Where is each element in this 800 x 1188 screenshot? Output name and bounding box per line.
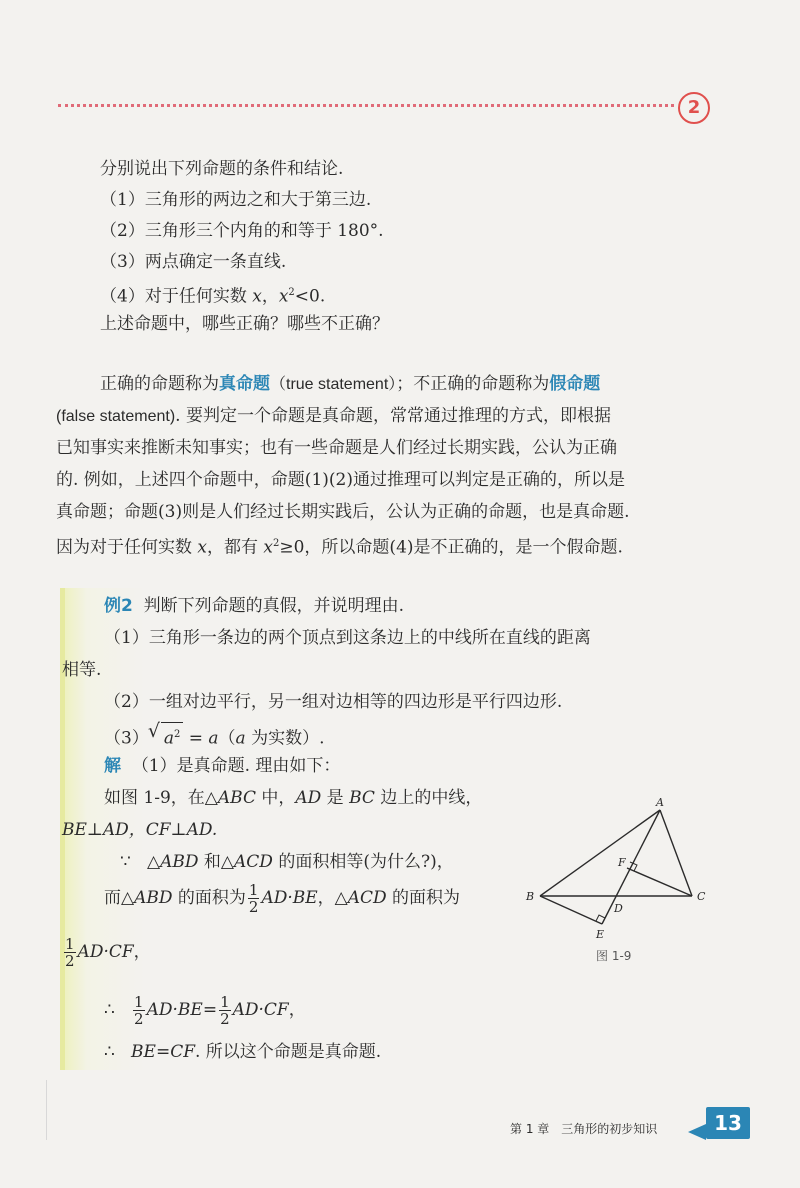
text: . 要判定一个命题是真命题，常常通过推理的方式，即根据 — [175, 406, 611, 426]
var-x: x — [252, 286, 262, 307]
example-title: 判断下列命题的真假，并说明理由. — [143, 596, 405, 616]
example-item-3 — [104, 722, 325, 751]
text: 的面积为 — [172, 888, 246, 908]
item-text: 对于任何实数 — [144, 286, 253, 307]
math: ABC — [217, 788, 256, 808]
paragraph-line-3: 已知事实来推断未知事实；也有一些命题是人们经过长期实践，公认为正确 — [56, 438, 617, 458]
side-ab — [540, 810, 660, 896]
example-label: 例2 — [104, 596, 133, 616]
math: BE=CF — [131, 1042, 195, 1062]
label-a: A — [656, 796, 664, 809]
text: ，△ — [317, 888, 348, 908]
math: ACD — [234, 852, 273, 872]
term-false-statement: 假命题 — [549, 374, 601, 394]
numerator: 1 — [248, 881, 259, 899]
therefore-symbol: ∴ — [104, 1042, 115, 1062]
solution-line-8 — [104, 1040, 381, 1064]
paragraph-line-1 — [100, 372, 600, 397]
text: . 所以这个命题是真命题. — [195, 1042, 382, 1062]
var-a: a — [208, 728, 219, 749]
exercise-item-3 — [100, 250, 286, 274]
example-item-2: （2）一组对边平行，另一组对边相等的四边形是平行四边形. — [104, 692, 563, 712]
text: 和△ — [198, 852, 235, 872]
denominator: 2 — [220, 1010, 230, 1028]
exponent: 2 — [173, 729, 181, 740]
solution-line-2 — [104, 786, 482, 810]
label-c: C — [697, 890, 706, 903]
var-x: x — [197, 537, 207, 558]
paragraph-line-4: 的. 例如，上述四个命题中，命题(1)(2)通过推理可以判定是正确的，所以是 — [56, 470, 625, 490]
math: AD·BE — [261, 888, 318, 908]
denominator: 2 — [134, 1010, 144, 1028]
item-number: （3） — [104, 728, 149, 749]
text: ， — [288, 1000, 306, 1020]
comma: ， — [261, 286, 279, 307]
math: ABD — [134, 888, 173, 908]
exponent: 2 — [273, 538, 280, 549]
text: 因为对于任何实数 — [56, 537, 198, 558]
item-text: 两点确定一条直线. — [144, 252, 287, 272]
math: AD·CF — [232, 1000, 289, 1020]
exponent: 2 — [288, 287, 295, 298]
fraction-half — [64, 936, 76, 969]
paragraph-line-5: 真命题；命题(3)则是人们经过长期实践后，公认为正确的命题，也是真命题. — [56, 502, 630, 522]
var-a: a — [235, 728, 246, 749]
item-number: （2） — [100, 221, 145, 241]
text: 正确的命题称为 — [100, 374, 219, 394]
english-term: (false statement) — [56, 408, 176, 425]
text: 的面积为 — [386, 888, 461, 908]
solution-line-7 — [104, 994, 306, 1027]
triangle-figure — [520, 790, 720, 950]
numerator: 1 — [65, 935, 75, 953]
text: 为实数）. — [245, 728, 325, 749]
exercise-item-1 — [100, 188, 371, 212]
label-f: F — [618, 856, 626, 869]
chapter-title: 三角形的初步知识 — [561, 1122, 658, 1136]
radical — [161, 722, 184, 751]
text: ≥0，所以命题(4)是不正确的，是一个假命题. — [279, 537, 623, 558]
text: 是 — [321, 788, 350, 808]
item-text: 三角形的两边之和大于第三边. — [144, 190, 372, 210]
therefore-symbol: ∴ — [104, 1000, 115, 1020]
english-term: （true statement） — [270, 376, 397, 393]
equals: = — [183, 728, 209, 749]
label-d: D — [614, 902, 623, 915]
side-ac — [660, 810, 692, 896]
median-ae — [602, 810, 660, 924]
chapter-label: 第 1 章 — [510, 1122, 550, 1136]
label-b: B — [526, 890, 535, 903]
perp-be — [540, 896, 602, 924]
item-text: 三角形三个内角的和等于 180°. — [144, 221, 384, 241]
exercise-item-2 — [100, 219, 384, 243]
exercise-question: 上述命题中，哪些正确？哪些不正确？ — [100, 314, 389, 334]
solution-line-3: BE⊥AD，CF⊥AD. — [62, 820, 218, 840]
math: AD·CF — [77, 942, 134, 962]
page-number-tab — [688, 1124, 706, 1140]
math: AD — [295, 788, 322, 808]
solution-line-6 — [62, 936, 151, 969]
text: 而△ — [104, 888, 135, 908]
text: 边上的中线， — [374, 788, 483, 808]
paragraph-line-6 — [56, 532, 623, 560]
text: ；不正确的命题称为 — [396, 374, 550, 394]
text: ，都有 — [207, 537, 264, 558]
text: 如图 1-9，在△ — [104, 788, 218, 808]
denominator: 2 — [65, 952, 75, 970]
example-item-1a: （1）三角形一条边的两个顶点到这条边上的中线所在直线的距离 — [104, 628, 591, 648]
numerator: 1 — [134, 993, 144, 1011]
item-number: （3） — [100, 252, 145, 272]
fraction-half — [219, 994, 231, 1027]
var-a: a — [163, 728, 174, 749]
because-symbol: ∵ — [120, 852, 131, 872]
solution-line-1 — [104, 754, 340, 778]
fraction-half — [133, 994, 145, 1027]
item-number: （1） — [100, 190, 145, 210]
page-number: 13 — [706, 1107, 750, 1139]
item-rest: <0. — [294, 286, 326, 307]
label-e: E — [596, 928, 605, 941]
margin-rule — [46, 1080, 47, 1140]
var-x: x — [278, 286, 289, 307]
text: 的面积相等(为什么?)， — [272, 852, 454, 872]
math: ACD — [347, 888, 387, 908]
math: BC — [349, 788, 375, 808]
footer-chapter — [510, 1120, 657, 1137]
math: ABD — [160, 852, 199, 872]
solution-line-4 — [120, 850, 454, 874]
equals: = — [202, 1000, 218, 1020]
numerator: 1 — [220, 993, 230, 1011]
text: 中， — [255, 788, 296, 808]
term-true-statement: 真命题 — [219, 374, 270, 394]
example-heading — [104, 594, 404, 618]
paragraph-line-2 — [56, 404, 611, 429]
denominator: 2 — [248, 898, 259, 916]
item-number: （4） — [100, 286, 145, 307]
exercise-item-4 — [100, 281, 325, 309]
math: AD·BE — [146, 1000, 203, 1020]
example-item-1b: 相等. — [62, 660, 102, 680]
section-divider — [58, 104, 674, 107]
perp-cf — [627, 868, 692, 896]
text: △ — [147, 852, 161, 872]
section-badge: 2 — [678, 92, 710, 124]
paren: （ — [218, 728, 236, 749]
figure-caption: 图 1-9 — [596, 949, 632, 963]
solution-line-5 — [104, 882, 460, 915]
text: ， — [133, 942, 151, 962]
exercise-intro: 分别说出下列命题的条件和结论. — [100, 159, 344, 179]
solution-label: 解 — [104, 756, 121, 776]
text: （1）是真命题. 理由如下： — [131, 756, 341, 776]
var-x: x — [263, 537, 273, 558]
fraction-half — [248, 882, 260, 915]
